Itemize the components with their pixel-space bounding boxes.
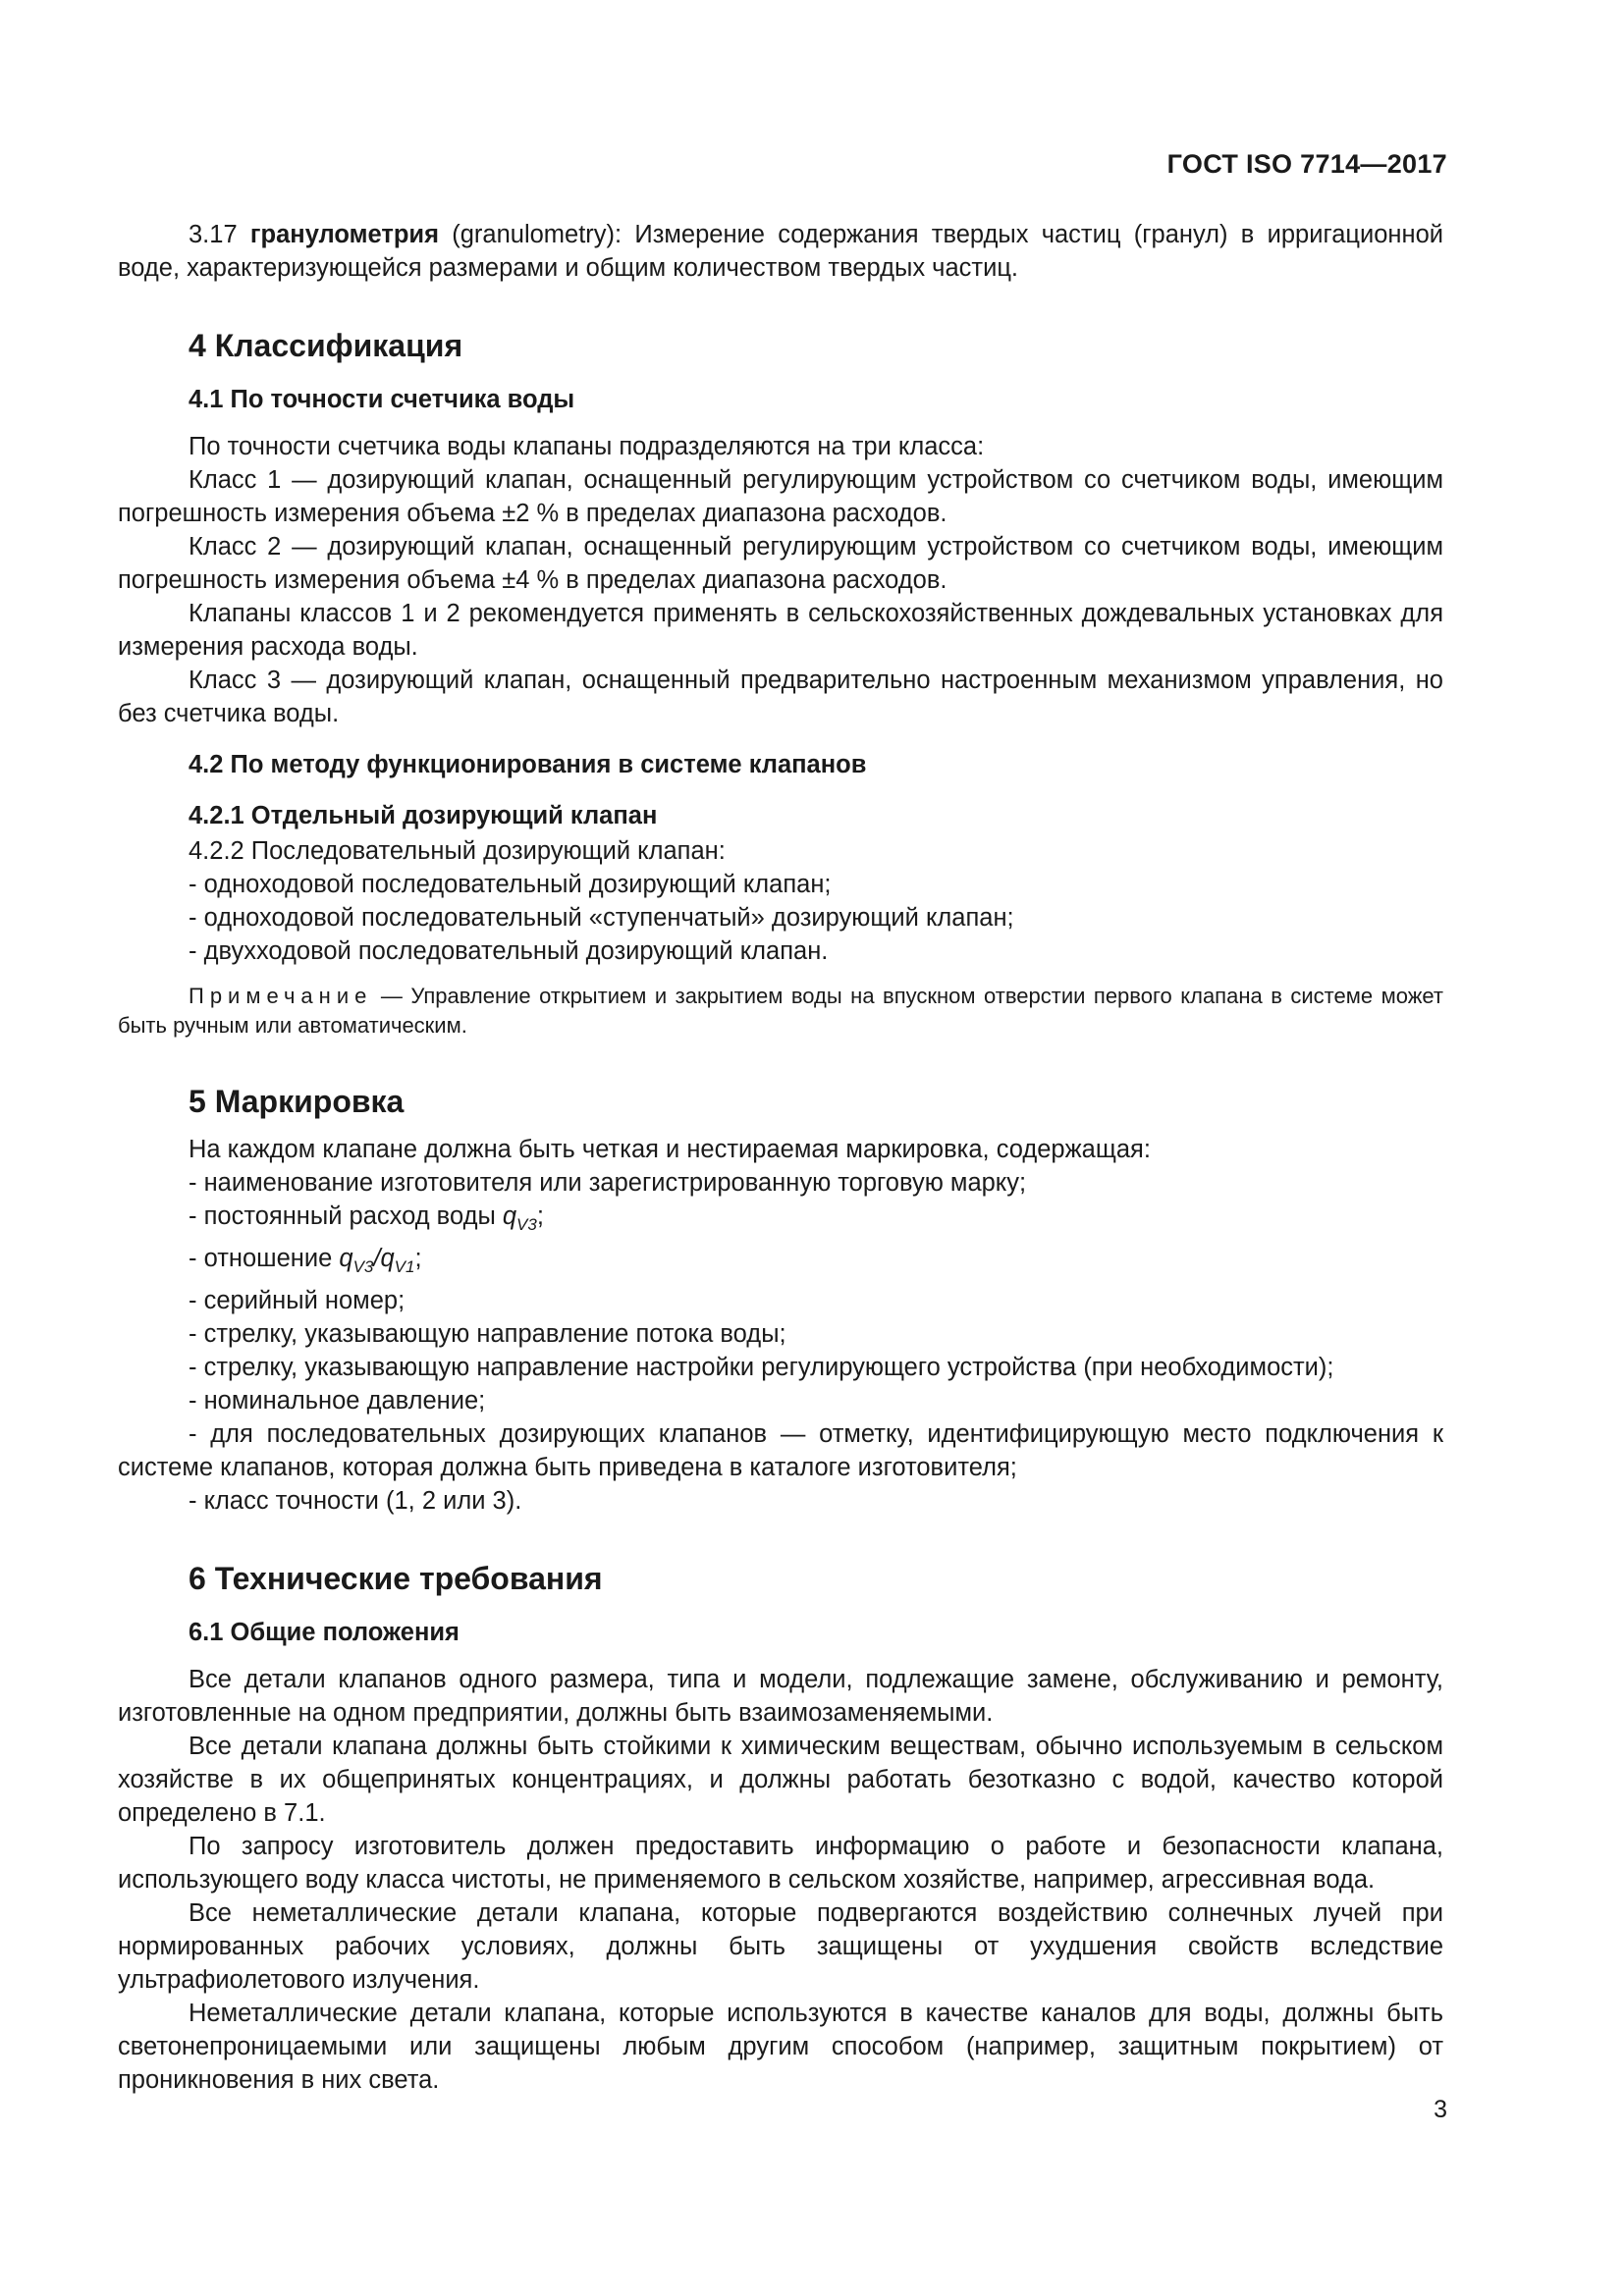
section-6-title: 6 Технические требования [189,1561,603,1596]
section-6-1-title: 6.1 Общие положения [189,1619,460,1646]
document-body [118,218,1443,2097]
note [118,982,1443,1041]
paragraph: Класс 2 — дозирующий клапан, оснащенный регулирующим устройством со счетчиком воды, имеющим погрешность измерения объема ±4 % в пределах диапазона расходов. [118,533,1443,594]
page-number: 3 [1434,2096,1447,2123]
definition-text: (granulometry): Измерение содержания твердых частиц (гранул) в ирригационной воде, характеризующейся размерами и общим количеством твердых частиц. [118,221,1443,282]
list-item: - стрелку, указывающую направление потока воды; [189,1320,786,1348]
section-4-2-title: 4.2 По методу функционирования в системе клапанов [189,751,867,778]
paragraph: Неметаллические детали клапана, которые используются в качестве каналов для воды, должны быть светонепроницаемыми или защищены любым другим способом (например, защитным покрытием) от проникновения в них света. [118,2000,1443,2094]
list-item: - отношение $q_{V3}/q_{V1}$; [189,1245,422,1276]
list-item: - для последовательных дозирующих клапанов — отметку, идентифицирующую место подключения к системе клапанов, которая должна быть приведена в каталоге изготовителя; [118,1420,1443,1481]
paragraph: Класс 1 — дозирующий клапан, оснащенный регулирующим устройством со счетчиком воды, имеющим погрешность измерения объема ±2 % в пределах диапазона расходов. [118,466,1443,527]
clause-number: 3.17 [189,221,238,248]
paragraph: На каждом клапане должна быть четкая и нестираемая маркировка, содержащая: [189,1136,1151,1163]
paragraph: Клапаны классов 1 и 2 рекомендуется применять в сельскохозяйственных дождевальных установках для измерения расхода воды. [118,600,1443,661]
document-code: ГОСТ ISO 7714—2017 [1166,149,1447,179]
list-item: - класс точности (1, 2 или 3). [189,1487,522,1515]
paragraph: 4.2.2 Последовательный дозирующий клапан: [189,837,726,865]
section-4-title: 4 Классификация [189,328,463,363]
list-item: - номинальное давление; [189,1387,486,1415]
note-text: — Управление открытием и закрытием воды на впускном отверстии первого клапана в системе может быть ручным или автоматическим. [118,984,1443,1038]
definition-3-17 [118,218,1443,285]
list-item: - двухходовой последовательный дозирующий клапан. [189,937,829,965]
list-item: - одноходовой последовательный «ступенчатый» дозирующий клапан; [189,904,1014,932]
paragraph: Все детали клапанов одного размера, типа и модели, подлежащие замене, обслуживанию и ремонту, изготовленные на одном предприятии, должны быть взаимозаменяемыми. [118,1666,1443,1727]
term: гранулометрия [249,221,439,248]
paragraph: По точности счетчика воды клапаны подразделяются на три класса: [189,433,985,460]
section-4-2-1-title: 4.2.1 Отдельный дозирующий клапан [189,802,658,829]
paragraph: Все детали клапана должны быть стойкими к химическим веществам, обычно используемым в сельском хозяйстве в их общепринятых концентрациях, и должны работать безотказно с водой, качество которой определено в 7.1. [118,1733,1443,1827]
paragraph: По запросу изготовитель должен предоставить информацию о работе и безопасности клапана, использующего воду класса чистоты, не применяемого в сельском хозяйстве, например, агрессивная вода. [118,1833,1443,1894]
valve-type-list [118,868,1443,968]
note-label: Примечание [189,984,373,1008]
list-item: - стрелку, указывающую направление настройки регулирующего устройства (при необходимости); [189,1354,1334,1381]
paragraph: Класс 3 — дозирующий клапан, оснащенный предварительно настроенным механизмом управления, но без счетчика воды. [118,667,1443,727]
list-item: - постоянный расход воды $q_{V3}$; [189,1202,544,1234]
section-4-1-title: 4.1 По точности счетчика воды [189,386,575,413]
paragraph: Все неметаллические детали клапана, которые подвергаются воздействию солнечных лучей при нормированных рабочих условиях, должны быть защищены от ухудшения свойств вследствие ультрафиолетового излучения. [118,1899,1443,1994]
marking-list [118,1166,1443,1417]
section-5-title: 5 Маркировка [189,1084,405,1119]
list-item: - одноходовой последовательный дозирующий клапан; [189,871,832,898]
list-item: - наименование изготовителя или зарегистрированную торговую марку; [189,1169,1027,1197]
list-item: - серийный номер; [189,1287,406,1314]
